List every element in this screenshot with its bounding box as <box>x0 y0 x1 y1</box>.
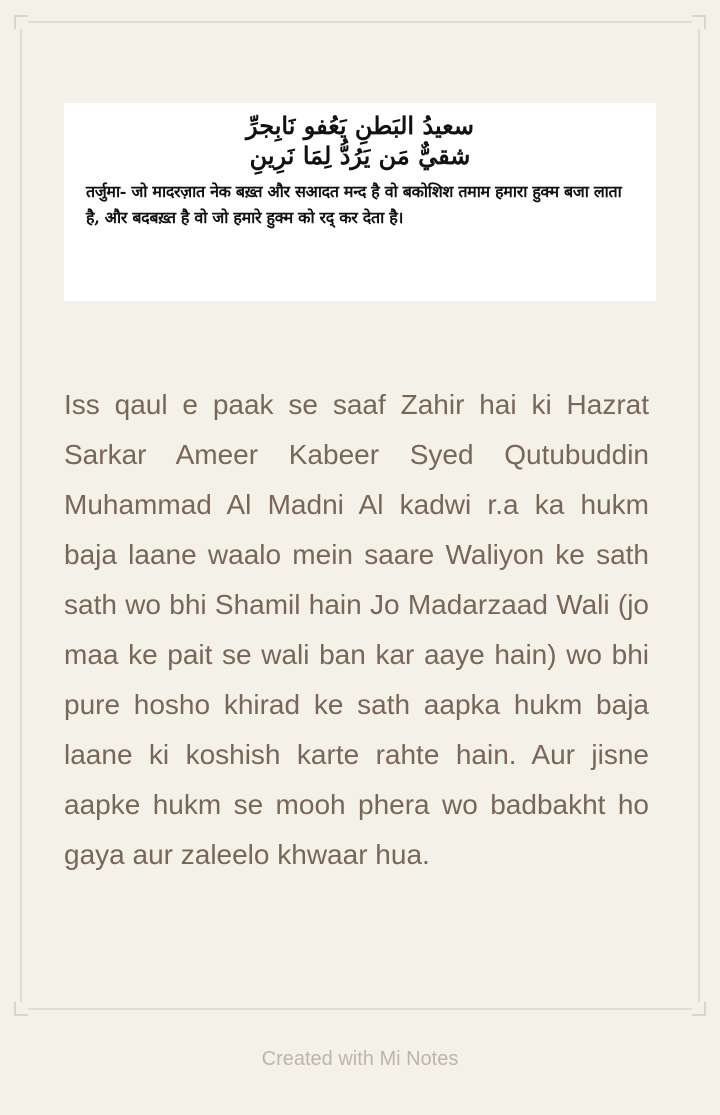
arabic-verse-line-2: شقيٌّ مَن يَرُدُّ لِمَا نَرِينِ <box>249 141 471 170</box>
arabic-verse-line-1: سعيدُ البَطنِ يَعُفو نَابِجرِّ <box>246 111 474 140</box>
hindi-translation <box>86 179 634 231</box>
translation-label: तर्जुमा- <box>86 182 127 201</box>
note-body-text[interactable]: Iss qaul e paak se saaf Zahir hai ki Hazrat Sarkar Ameer Kabeer Syed Qutubuddin Muhammad Al Madni Al kadwi r.a ka hukm baja laane waalo mein saare Waliyon ke sath sath wo bhi Shamil hain Jo Madarzaad Wali (jo maa ke pait se wali ban kar aaye hain) wo bhi pure hosho khirad ke sath aapka hukm baja laane ki koshish karte rahte hain. Aur jisne aapke hukm se mooh phera wo badbakht ho gaya aur zaleelo khwaar hua. <box>64 389 649 870</box>
footer-watermark: Created with Mi Notes <box>261 1048 459 1070</box>
frame-corner-ornament <box>14 1002 28 1016</box>
embedded-image[interactable] <box>64 103 656 301</box>
frame-corner-ornament <box>692 15 706 29</box>
frame-corner-ornament <box>14 15 28 29</box>
frame-corner-ornament <box>692 1002 706 1016</box>
translation-text: जो मादरज़ात नेक बख़्त और सआदत मन्द है वो बकोशिश तमाम हमारा हुक्म बजा लाता है, और बदबख़्त है वो जो हमारे हुक्म को रद् कर देता है। <box>86 182 622 227</box>
